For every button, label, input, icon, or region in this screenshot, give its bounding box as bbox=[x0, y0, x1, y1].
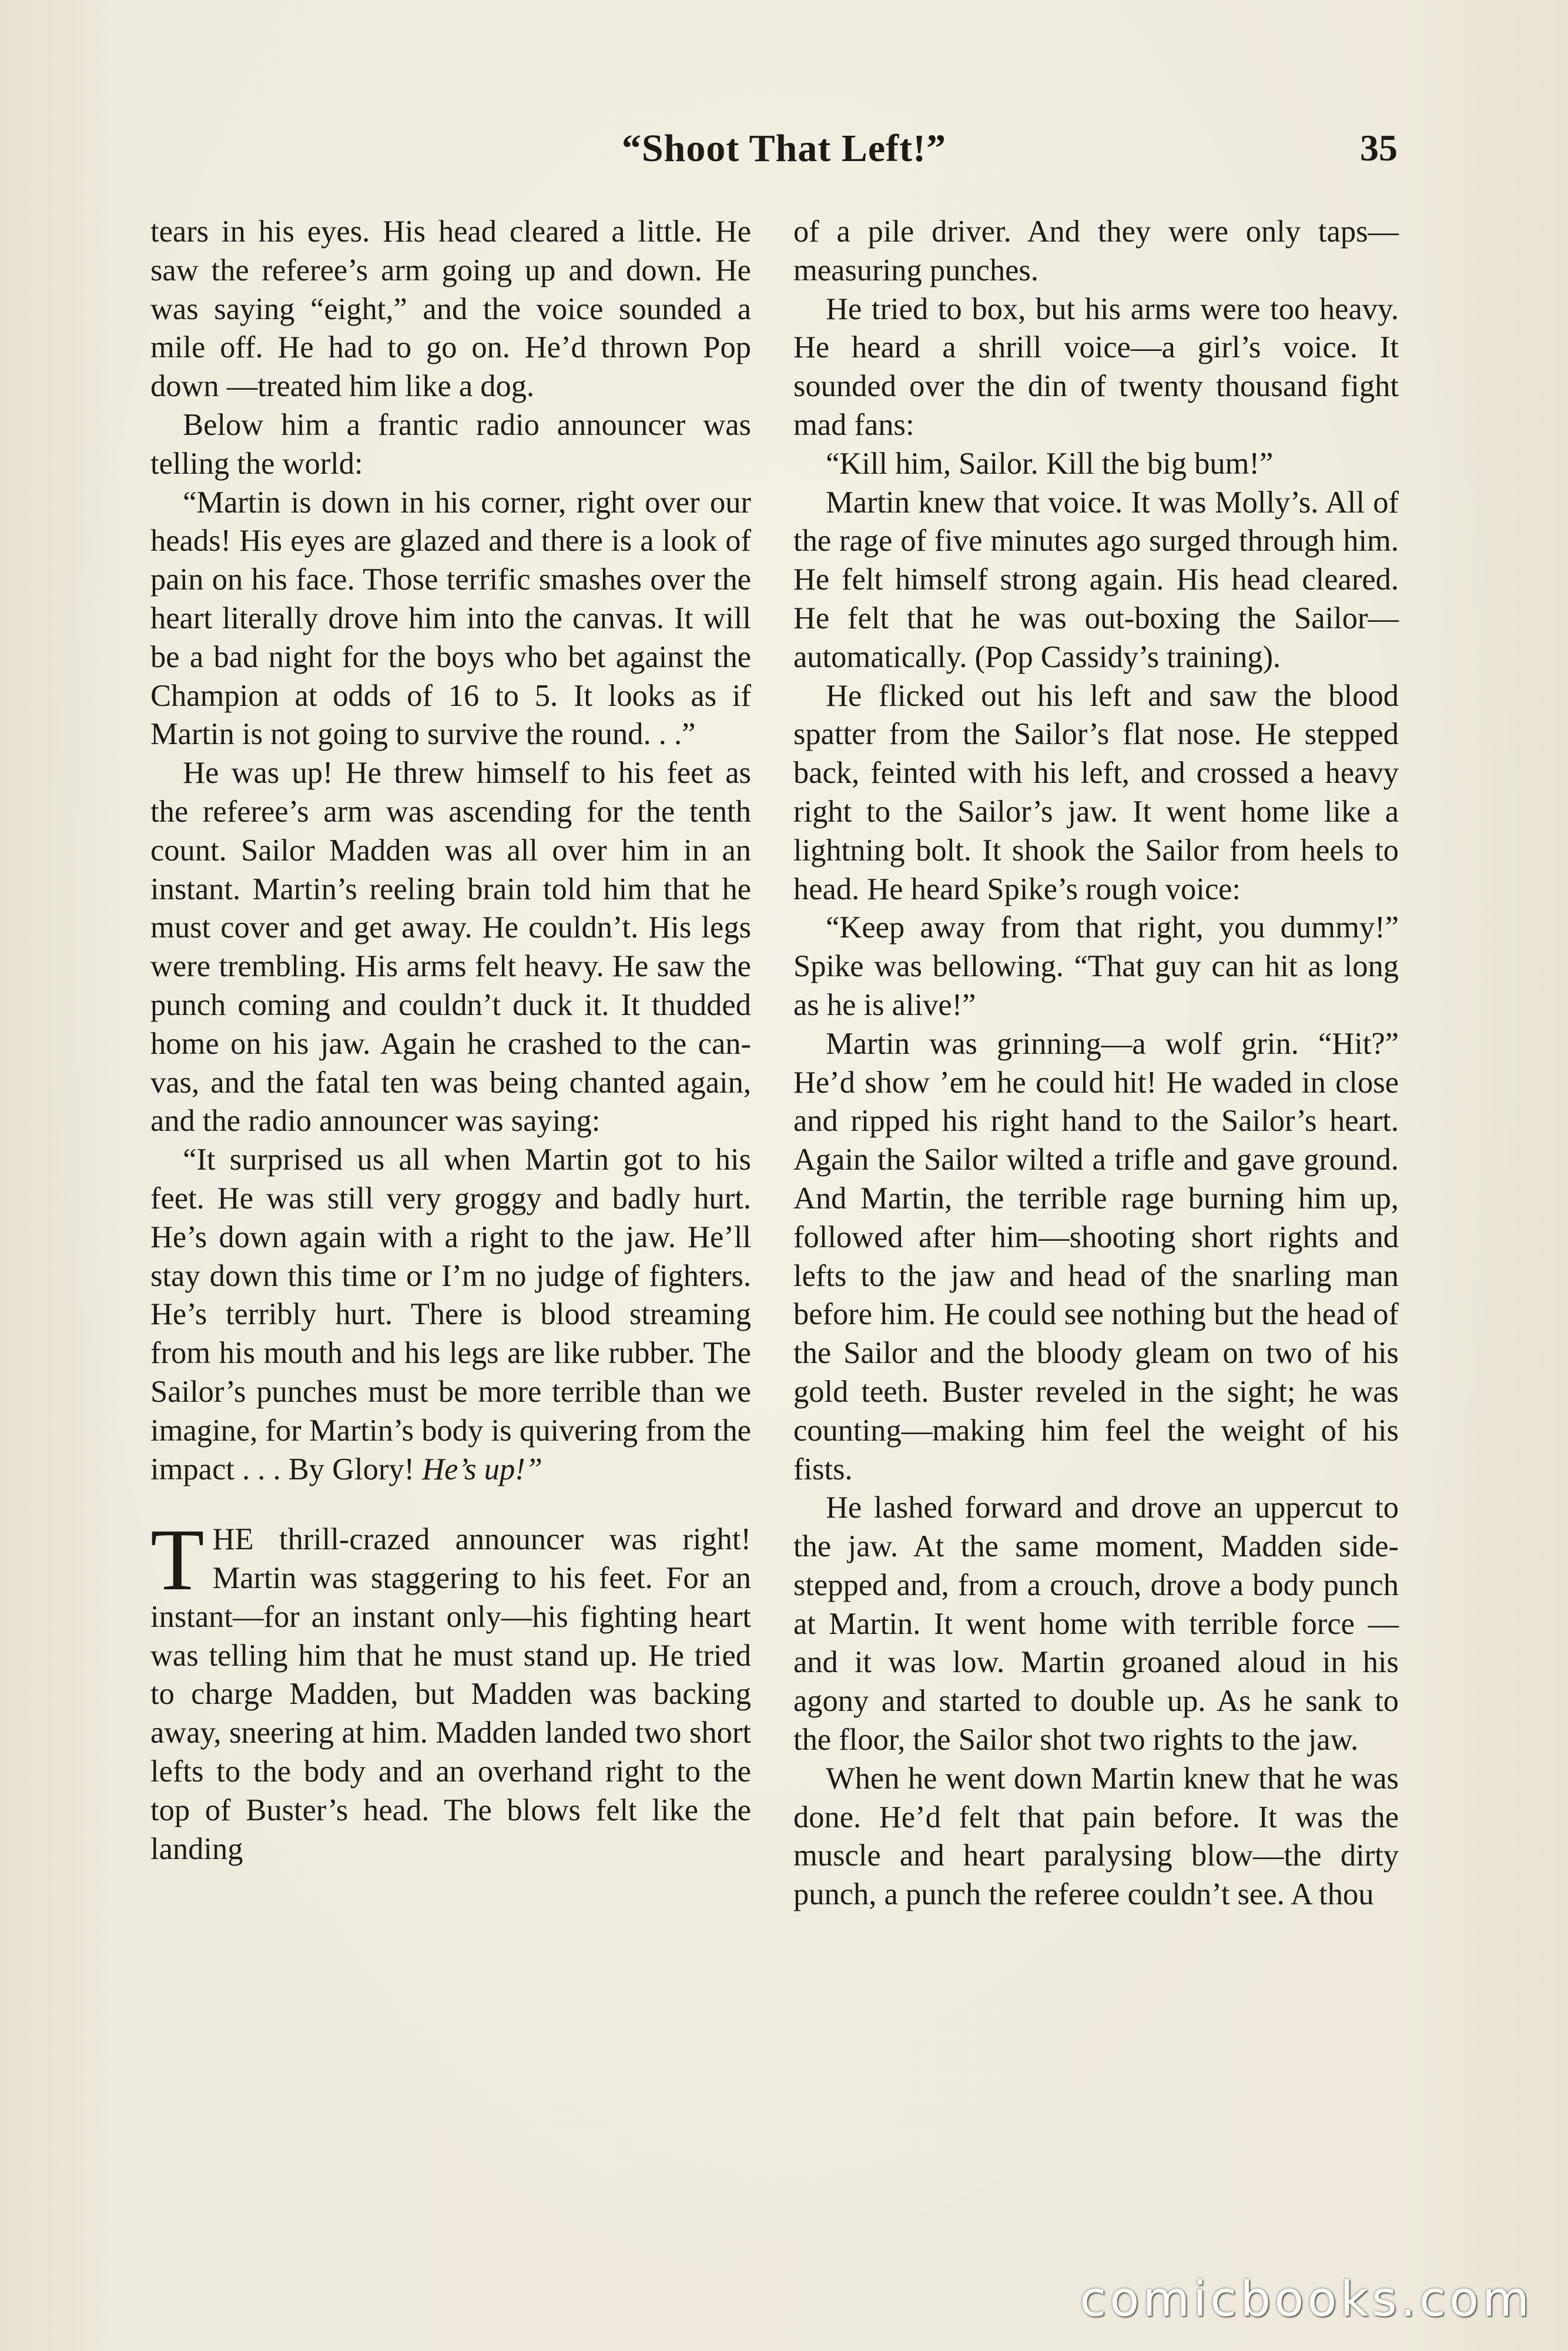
paragraph: of a pile driver. And they were only taps—measuring punches. bbox=[793, 215, 1399, 287]
paragraph-text: HE thrill-crazed announcer was right! Martin was staggering to his feet. For an instant—for an instant only—his fighting heart was telling him that he must stand up. He tried to charge Madden, but Madden was backing away, sneering at him. Madden landed two short lefts to the body and an overhand right to the top of Buster’s head. The blows felt like the landing bbox=[150, 1522, 751, 1866]
paragraph: “Martin is down in his corner, right over our heads! His eyes are glazed and there is a look of pain on his face. Those terrific smashes over the heart literally drove him into the canvas. It will be a bad night for the boys who bet against the Champion at odds of 16 to 5. It looks as if Martin is not going to survive the round. . .” bbox=[150, 485, 751, 752]
right-column bbox=[793, 213, 1399, 1914]
running-title: “Shoot That Left!” bbox=[621, 127, 947, 170]
left-column bbox=[150, 213, 751, 1868]
page-header bbox=[0, 126, 1568, 179]
paragraph bbox=[150, 1511, 751, 1868]
paragraph: He flicked out his left and saw the blood spatter from the Sailor’s flat nose. He stepped back, feinted with his left, and crossed a heavy right to the Sailor’s jaw. It went home like a lightning bolt. It shook the Sailor from heels to head. He heard Spike’s rough voice: bbox=[793, 678, 1399, 906]
paragraph: Martin was grinning—a wolf grin. “Hit?” He’d show ’em he could hit! He waded in close and ripped his right hand to the Sailor’s heart. Again the Sailor wilted a trifle and gave ground. And Martin, the terrible rage burning him up, followed after him—shooting short rights and lefts to the jaw and head of the snarling man before him. He could see nothing but the head of the Sailor and the bloody gleam on two of his gold teeth. Buster reveled in the sight; he was counting—making him feel the weight of his fists. bbox=[793, 1026, 1399, 1486]
italic-exclamation: He’s up!” bbox=[422, 1452, 542, 1486]
page-number: 35 bbox=[1360, 127, 1398, 169]
paragraph: Martin knew that voice. It was Molly’s. All of the rage of five minutes ago surged through him. He felt himself strong again. His head cleared. He felt that he was out-boxing the Sailor—automatically. (Pop Cassidy’s training). bbox=[793, 485, 1399, 674]
paragraph: tears in his eyes. His head cleared a little. He saw the referee’s arm going up and down. He was saying “eight,” and the voice sounded a mile off. He had to go on. He’d thrown Pop down —treated him like a dog. bbox=[150, 215, 751, 404]
announcer-quote: “It surprised us all when Martin got to his feet. He was still very groggy and badly hurt. He’s down again with a right to the jaw. He’ll stay down this time or I’m no judge of fighters. He’s terribly hurt. There is blood streaming from his mouth and his legs are like rubber. The Sailor’s punches must be more terrible than we imagine, for Martin’s body is quivering from the impact . . . By Glory! bbox=[150, 1143, 751, 1486]
paragraph: Below him a frantic radio announcer was telling the world: bbox=[150, 407, 751, 481]
site-watermark: comicbooks.com bbox=[1080, 2272, 1533, 2327]
paragraph: “Keep away from that right, you dummy!” Spike was bellowing. “That guy can hit as long as he is alive!” bbox=[793, 910, 1399, 1022]
paragraph: He lashed forward and drove an uppercut to the jaw. At the same moment, Madden side-stepped and, from a crouch, drove a body punch at Martin. It went home with terrible force —and it was low. Martin groaned aloud in his agony and started to double up. As he sank to the floor, the Sailor shot two rights to the jaw. bbox=[793, 1491, 1399, 1757]
drop-cap: T bbox=[150, 1511, 205, 1609]
paragraph: “Kill him, Sailor. Kill the big bum!” bbox=[826, 446, 1274, 481]
paragraph: He was up! He threw himself to his feet as the referee’s arm was ascending for the tenth count. Sailor Madden was all over him in an instant. Martin’s reeling brain told him that he must cover and get away. He couldn’t. His legs were trembling. His arms felt heavy. He saw the punch coming and couldn’t duck it. It thudded home on his jaw. Again he crashed to the canvas, and the fatal ten was being chanted again, and the radio announcer was saying: bbox=[150, 756, 751, 1138]
paragraph bbox=[150, 1141, 751, 1489]
paragraph: When he went down Martin knew that he was done. He’d felt that pain before. It was the muscle and heart paralysing blow—the dirty punch, a punch the referee couldn’t see. A thou bbox=[793, 1761, 1399, 1912]
paragraph: He tried to box, but his arms were too heavy. He heard a shrill voice—a girl’s voice. It sounded over the din of twenty thousand fight mad fans: bbox=[793, 292, 1399, 442]
